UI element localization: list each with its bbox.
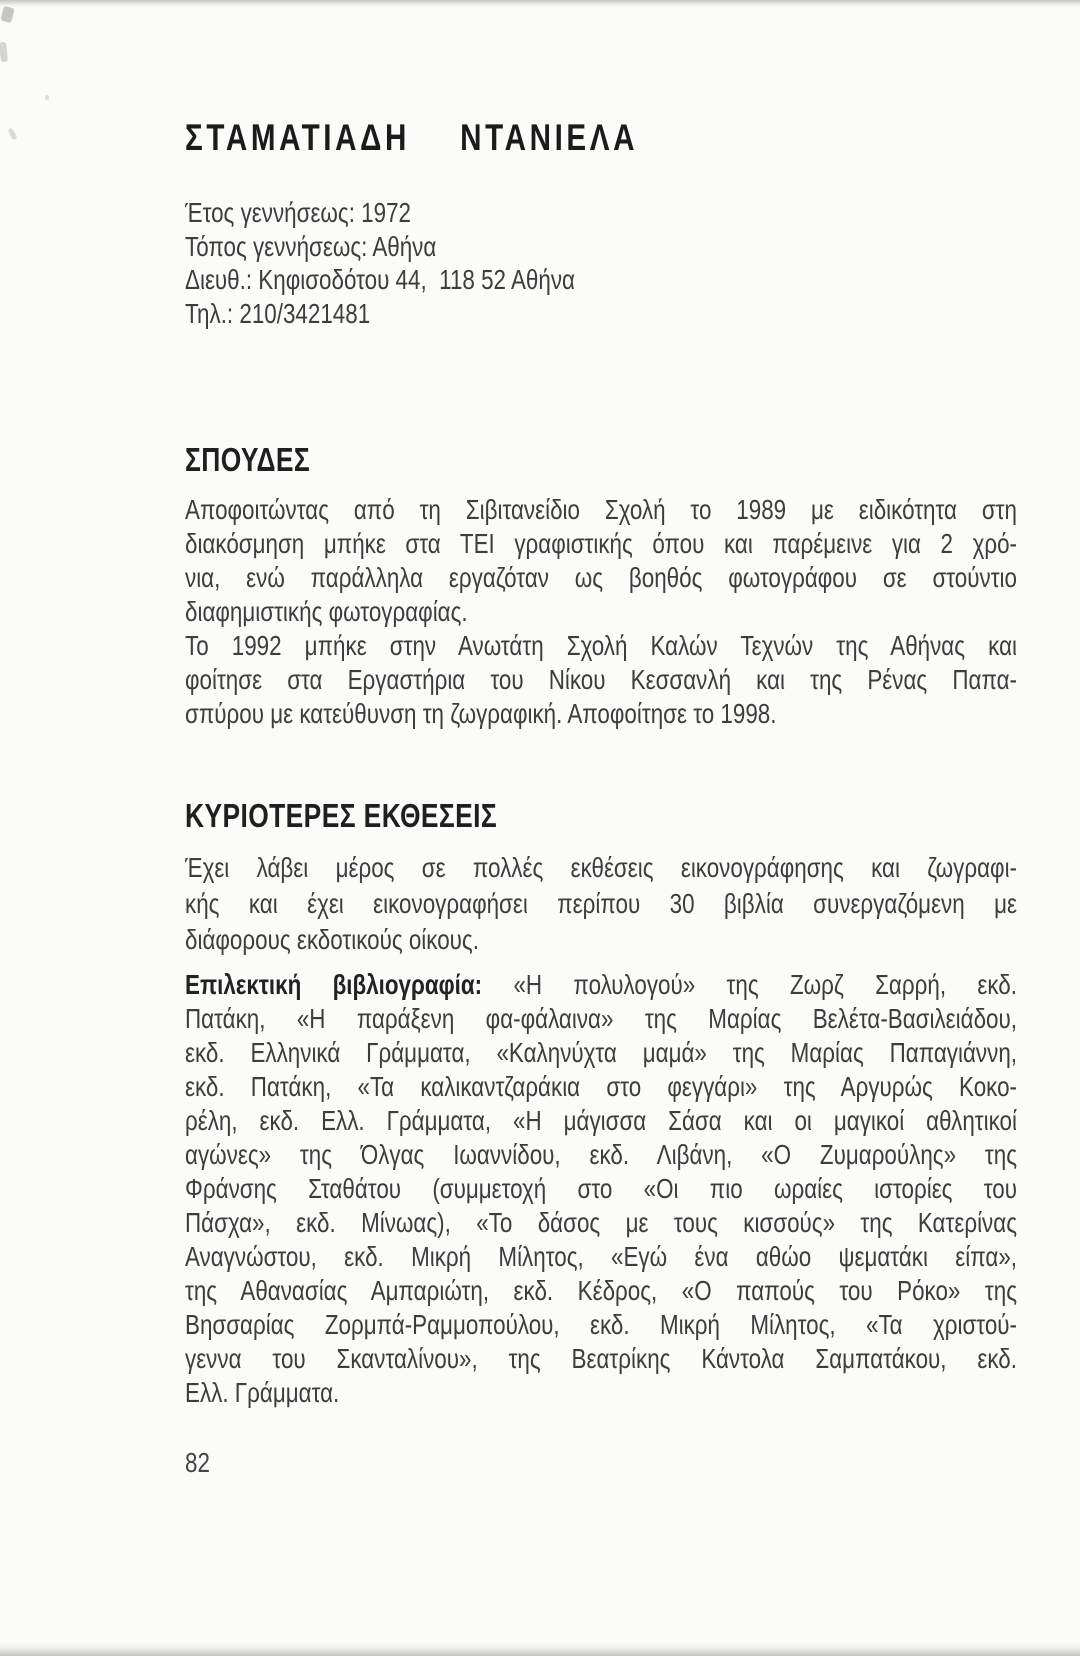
studies-paragraph bbox=[185, 493, 1017, 731]
scan-speck bbox=[7, 128, 17, 141]
text-line: κής και έχει εικονογραφήσει περίπου 30 βιβλία συνεργαζόμενη με bbox=[185, 888, 1017, 919]
text-line: εκδ. Πατάκη, «Τα καλικαντζαράκια στο φεγγάρι» της Αργυρώς Κοκο- bbox=[185, 1071, 1017, 1102]
text-line: Έχει λάβει μέρος σε πολλές εκθέσεις εικονογράφησης και ζωγραφι- bbox=[185, 852, 1017, 883]
page-number: 82 bbox=[185, 1447, 210, 1478]
text-line: σπύρου με κατεύθυνση τη ζωγραφική. Αποφοίτησε το 1998. bbox=[185, 698, 777, 729]
text-line: ρέλη, εκδ. Ελλ. Γράμματα, «Η μάγισσα Σάσα και οι μαγικοί αθλητικοί bbox=[185, 1105, 1017, 1136]
text-line: της Αθανασίας Αμπαριώτη, εκδ. Κέδρος, «Ο παπούς του Ρόκο» της bbox=[185, 1275, 1017, 1306]
text-line: Έτος γεννήσεως: 1972 bbox=[185, 197, 411, 228]
section-heading-exhibitions: ΚΥΡΙΟΤΕΡΕΣ ΕΚΘΕΣΕΙΣ bbox=[185, 797, 498, 834]
section-heading-studies: ΣΠΟΥΔΕΣ bbox=[185, 441, 311, 478]
text-line: εκδ. Ελληνικά Γράμματα, «Καληνύχτα μαμά» της Μαρίας Παπαγιάννη, bbox=[185, 1037, 1017, 1068]
personal-info-block bbox=[185, 196, 1017, 330]
text-line: Αποφοιτώντας από τη Σιβιτανείδιο Σχολή το 1989 με ειδικότητα στη bbox=[185, 494, 1017, 525]
bibliography-paragraph bbox=[185, 968, 1017, 1410]
text-line: Πάσχα», εκδ. Μίνωας), «Το δάσος με τους κισσούς» της Κατερίνας bbox=[185, 1207, 1017, 1238]
text-line: Αναγνώστου, εκδ. Μικρή Μίλητος, «Εγώ ένα αθώο ψεματάκι είπα», bbox=[185, 1241, 1017, 1272]
text-line: αγώνες» της Όλγας Ιωαννίδου, εκδ. Λιβάνη, «Ο Ζυμαρούλης» της bbox=[185, 1139, 1017, 1170]
text-line: Το 1992 μπήκε στην Ανωτάτη Σχολή Καλών Τεχνών της Αθήνας και bbox=[185, 630, 1017, 661]
scan-edge-top bbox=[0, 0, 1080, 8]
text-line: Επιλεκτική βιβλιογραφία: «Η πολυλογού» της Ζωρζ Σαρρή, εκδ. bbox=[185, 969, 1017, 1000]
scan-edge-bottom bbox=[0, 1642, 1080, 1656]
text-line: γεννα του Σκανταλίνου», της Βεατρίκης Κάντολα Σαμπατάκου, εκδ. bbox=[185, 1343, 1017, 1374]
scan-speck bbox=[45, 95, 49, 100]
page-title: ΣΤΑΜΑΤΙΑΔΗ ΝΤΑΝΙΕΛΑ bbox=[185, 117, 639, 158]
scan-speck bbox=[0, 42, 8, 63]
text-line: φοίτησε στα Εργαστήρια του Νίκου Κεσσανλή και της Ρένας Παπα- bbox=[185, 664, 1017, 695]
text-line: Τόπος γεννήσεως: Αθήνα bbox=[185, 230, 437, 262]
text-line: Φράνσης Σταθάτου (συμμετοχή στο «Οι πιο ωραίες ιστορίες του bbox=[185, 1173, 1017, 1204]
exhibitions-paragraph bbox=[185, 850, 1017, 958]
text-line: Ελλ. Γράμματα. bbox=[185, 1377, 340, 1408]
scan-speck bbox=[0, 6, 14, 23]
text-line: διαφημιστικής φωτογραφίας. bbox=[185, 596, 468, 627]
text-line: Τηλ.: 210/3421481 bbox=[185, 297, 371, 329]
text-line: Πατάκη, «Η παράξενη φα-φάλαινα» της Μαρίας Βελέτα-Βασιλειάδου, bbox=[185, 1003, 1017, 1034]
text-line: Διευθ.: Κηφισοδότου 44, 118 52 Αθήνα bbox=[185, 264, 575, 295]
text-line: διακόσμηση μπήκε στα ΤΕΙ γραφιστικής όπου και παρέμεινε για 2 χρό- bbox=[185, 528, 1017, 559]
text-line: Βησσαρίας Ζορμπά-Ραμμοπούλου, εκδ. Μικρή Μίλητος, «Τα χριστού- bbox=[185, 1309, 1017, 1340]
bold-run-in-label: Επιλεκτική βιβλιογραφία: bbox=[185, 969, 483, 1000]
text-line: διάφορους εκδοτικούς οίκους. bbox=[185, 924, 479, 955]
text-line: νια, ενώ παράλληλα εργαζόταν ως βοηθός φωτογράφου σε στούντιο bbox=[185, 562, 1017, 593]
